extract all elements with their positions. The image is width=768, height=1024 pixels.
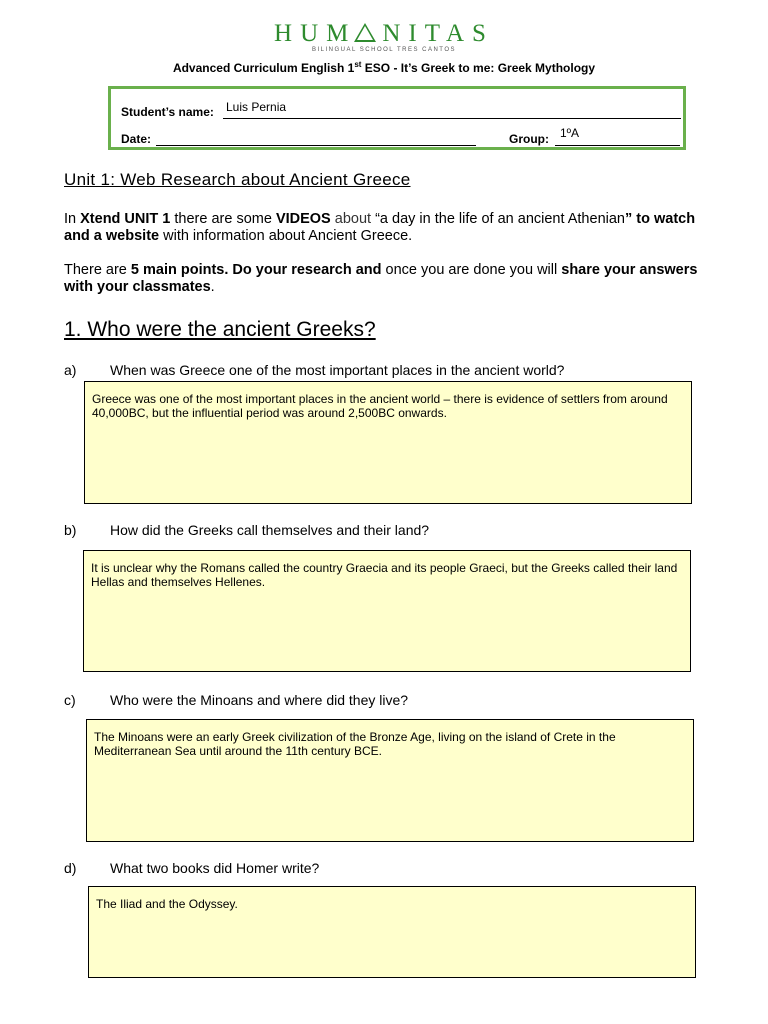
question-letter: a) [64,362,77,378]
text-run-bold: share your answers with your classmates [64,262,698,295]
student-name-label: Student’s name: [121,105,214,119]
text-run: once you are done you will [381,262,562,278]
group-label: Group: [509,132,549,146]
course-title-sup: st [354,60,362,69]
question-text: What two books did Homer write? [110,860,320,876]
intro-paragraph-1 [64,211,724,245]
answer-box-a[interactable]: Greece was one of the most important places in the ancient world – there is evidence of settlers from around 40,000BC, but the influential period was around 2,500BC onwards. [84,381,692,504]
student-info-box [108,86,686,150]
section-title: 1. Who were the ancient Greeks? [64,318,376,341]
student-name-value[interactable]: Luis Pernia [226,100,287,114]
student-name-line [223,118,681,119]
logo-subtitle: BILINGUAL SCHOOL TRES CANTOS [311,47,457,53]
text-run-bold: VIDEOS [275,211,331,227]
date-label: Date: [121,132,152,146]
question-letter: d) [64,860,77,876]
text-run: There are [64,262,131,278]
text-run-bold: ” to watch and a website [64,211,696,244]
course-title-rest: ESO - It’s Greek to me: Greek Mythology [361,61,596,75]
text-run-bold: 5 main points. Do your research and [130,262,382,278]
course-title-main: Advanced Curriculum English 1 [172,61,355,75]
text-run: . [210,279,215,295]
school-logo [0,20,768,48]
question-text: When was Greece one of the most important places in the ancient world? [110,362,565,378]
text-run: about [330,211,376,227]
question-text: Who were the Minoans and where did they live? [110,692,409,708]
question-letter: b) [64,522,77,538]
text-run: “a day in the life of an ancient Athenian [375,211,625,227]
unit-title: Unit 1: Web Research about Ancient Greece [64,170,411,189]
answer-box-d[interactable]: The Iliad and the Odyssey. [88,886,696,978]
question-letter: c) [64,692,76,708]
text-run: with information about Ancient Greece. [159,228,413,244]
text-run: In [64,211,81,227]
group-line [555,145,680,146]
answer-box-c[interactable]: The Minoans were an early Greek civilization of the Bronze Age, living on the island of Crete in the Mediterranean Sea until around the 11th century BCE. [86,719,694,842]
text-run: there are some [170,211,276,227]
intro-paragraph-2 [64,262,724,296]
date-line[interactable] [156,145,476,146]
question-text: How did the Greeks call themselves and their land? [110,522,430,538]
logo-text-right: NITAS [382,20,494,47]
text-run-bold: Xtend UNIT 1 [80,211,171,227]
course-title [0,60,768,75]
group-value[interactable]: 1ºA [560,126,580,140]
logo-text-left: HUM [274,20,357,47]
answer-box-b[interactable]: It is unclear why the Romans called the country Graecia and its people Graeci, but the Greeks called their land Hellas and themselves Hellenes. [83,550,691,672]
logo-triangle-icon [354,23,376,42]
